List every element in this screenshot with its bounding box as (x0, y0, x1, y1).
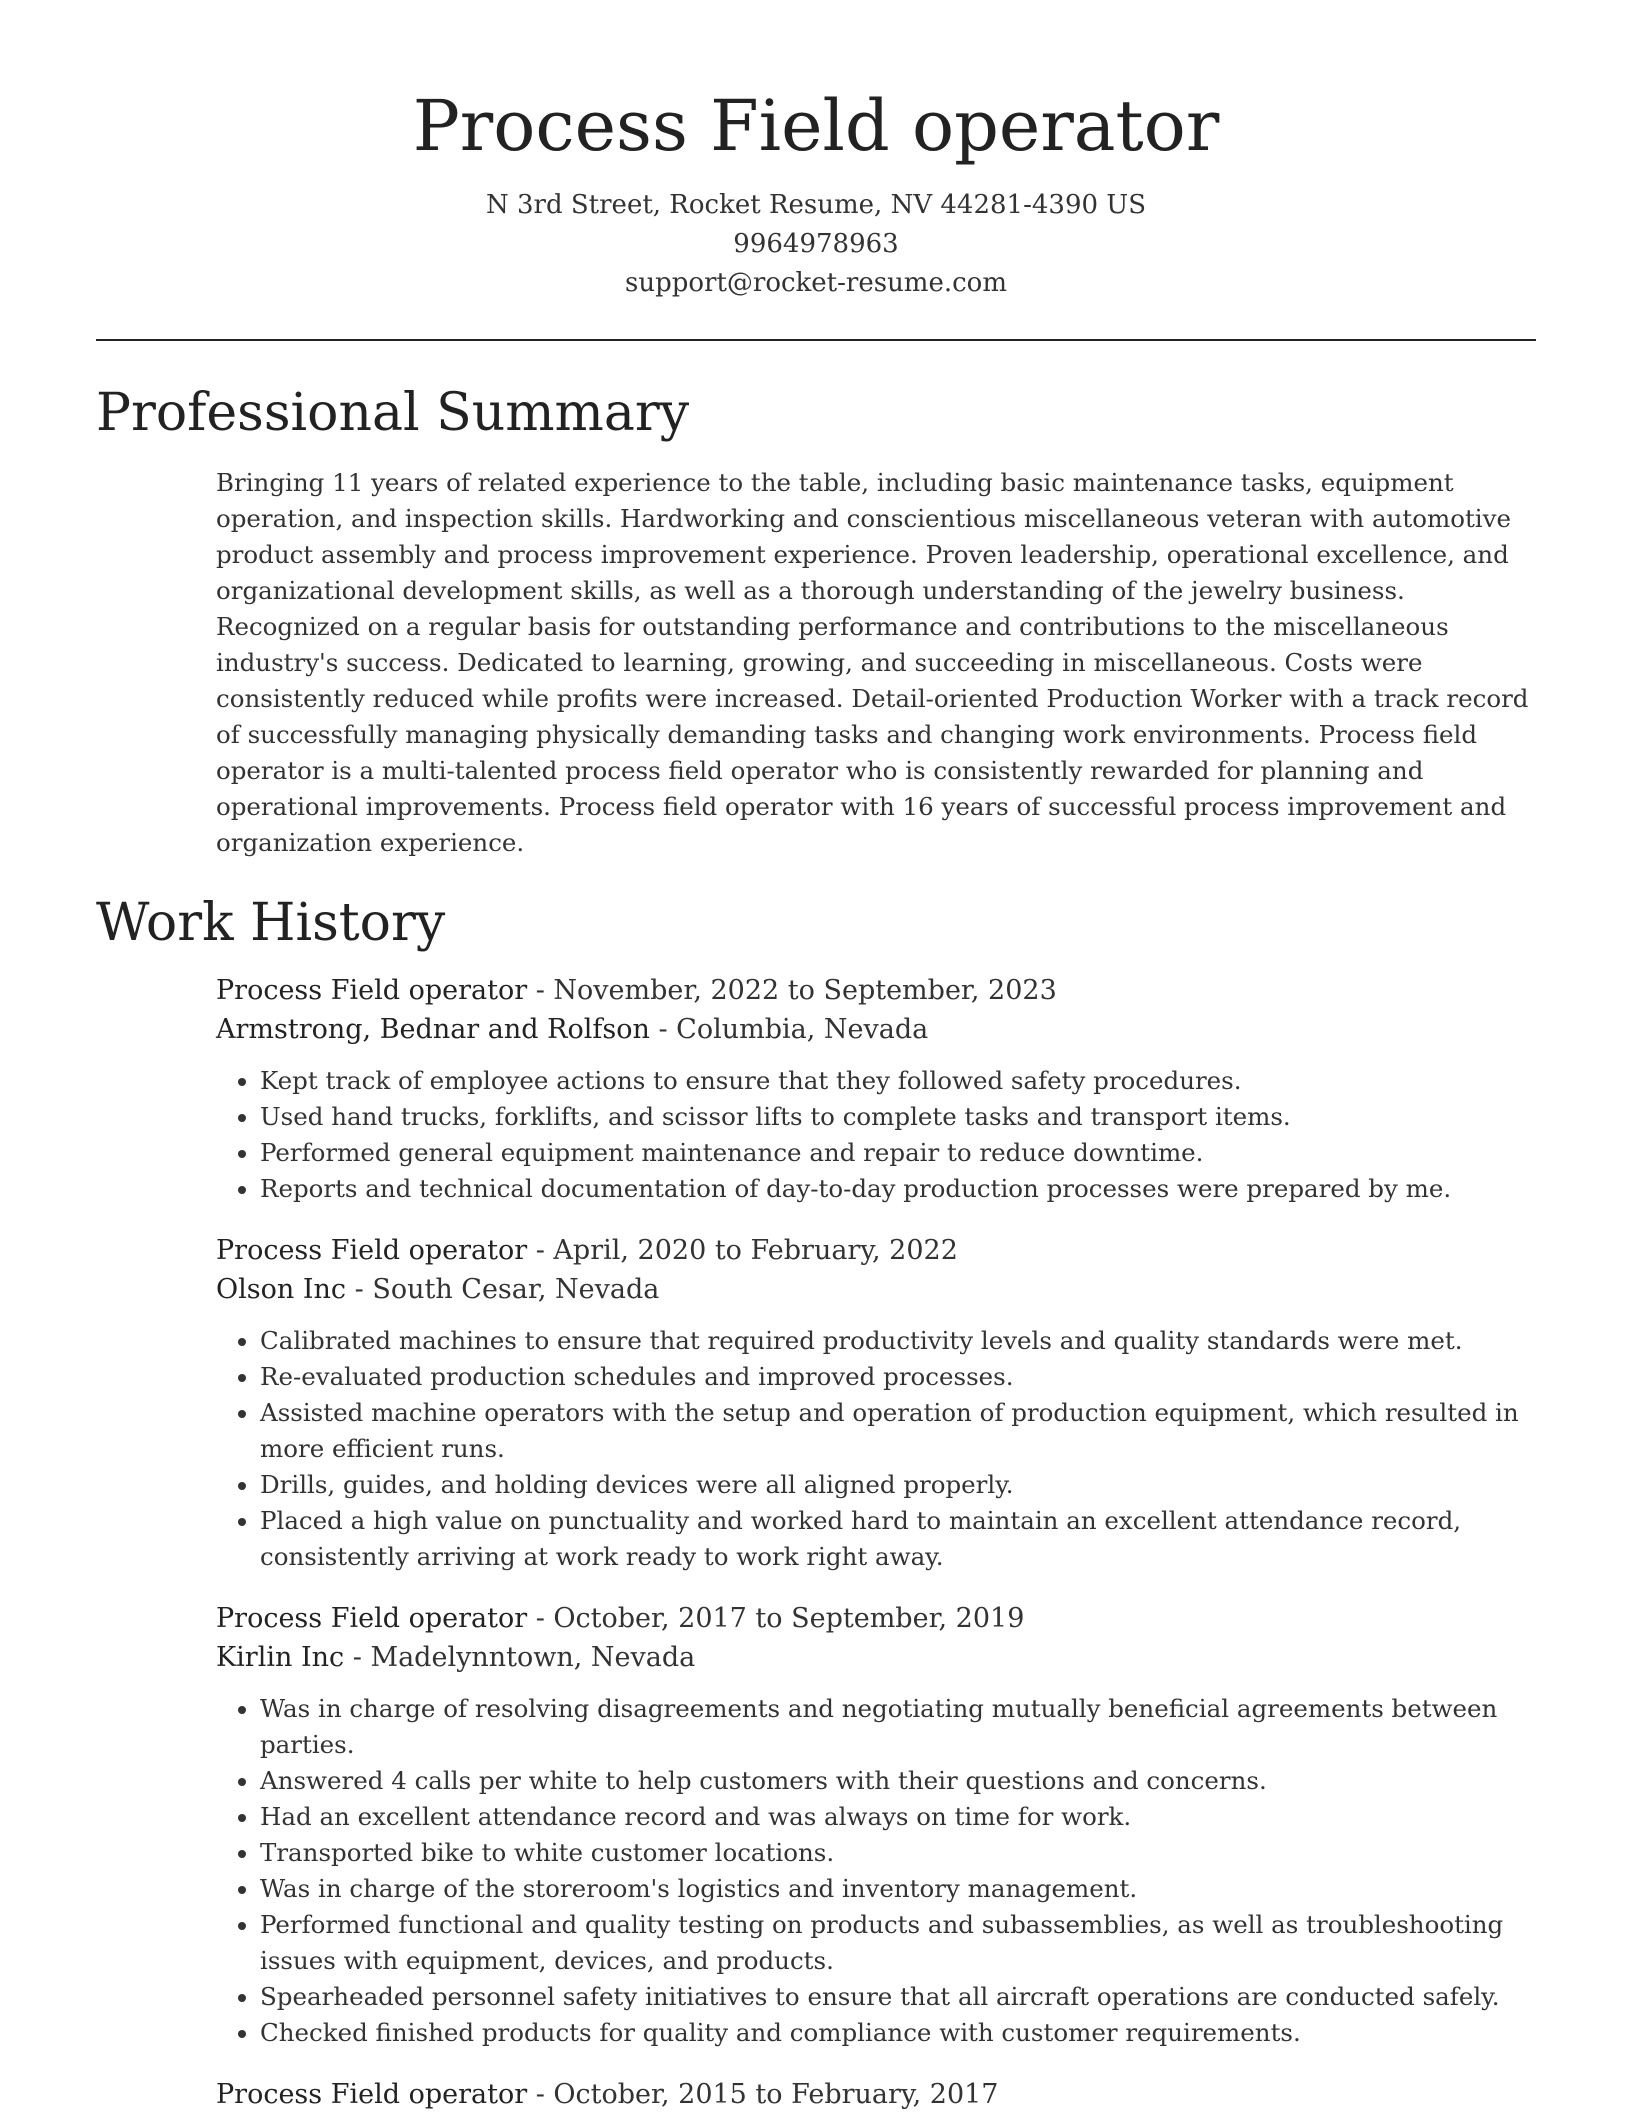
job-dates: October, 2015 to February, 2017 (553, 2079, 999, 2110)
job-duty-item: • Had an excellent attendance record and was always on time for work. (260, 1799, 1536, 1835)
job-company: Kirlin Inc (216, 1642, 345, 1673)
job-duties-list (216, 1323, 1536, 1575)
job-duty-item: • Used hand trucks, forklifts, and scissor lifts to complete tasks and transport items. (260, 1099, 1536, 1135)
job-duty-item: • Checked finished products for quality and compliance with customer requirements. (260, 2015, 1536, 2051)
job-title-line (216, 2075, 1536, 2112)
contact-address: N 3rd Street, Rocket Resume, NV 44281-4390 US (485, 190, 1147, 220)
separator: - (344, 1642, 371, 1673)
job-title-line (216, 1599, 1536, 1638)
job-company-line (216, 1638, 1536, 1677)
job-dates: November, 2022 to September, 2023 (553, 975, 1057, 1006)
resume-header (0, 0, 1632, 303)
job-company-line (216, 1010, 1536, 1049)
job-duty-item: • Answered 4 calls per white to help customers with their questions and concerns. (260, 1763, 1536, 1799)
job-location: South Cesar, Nevada (372, 1274, 660, 1305)
job-dates: October, 2017 to September, 2019 (553, 1603, 1025, 1634)
job-company: Armstrong, Bednar and Rolfson (216, 1014, 650, 1045)
summary-text: Bringing 11 years of related experience to the table, including basic maintenance tasks, equipment operation, and inspection skills. Hardworking and conscientious miscellaneous veteran with automotive product assembly and process improvement experience. Proven leadership, operational excellence, and organizational development skills, as well as a thorough understanding of the jewelry business. Recognized on a regular basis for outstanding performance and contributions to the miscellaneous industry's success. Dedicated to learning, growing, and succeeding in miscellaneous. Costs were consistently reduced while profits were increased. Detail-oriented Production Worker with a track record of successfully managing physically demanding tasks and changing work environments. Process field operator is a multi-talented process field operator who is consistently rewarded for planning and operational improvements. Process field operator with 16 years of successful process improvement and organization experience. (216, 468, 1529, 857)
work-history-list (216, 971, 1536, 2112)
job-duties-list (216, 1691, 1536, 2051)
job-position: Process Field operator (216, 2079, 528, 2110)
separator: - (527, 2079, 554, 2110)
job-duty-item: • Calibrated machines to ensure that required productivity levels and quality standards were met. (260, 1323, 1536, 1359)
separator: - (527, 1603, 554, 1634)
separator: - (649, 1014, 677, 1045)
job-company-line (216, 1270, 1536, 1309)
job-duty-item: • Spearheaded personnel safety initiatives to ensure that all aircraft operations are conducted safely. (260, 1979, 1536, 2015)
job-entry (216, 1599, 1536, 2051)
job-duty-item: • Reports and technical documentation of day-to-day production processes were prepared by me. (260, 1171, 1536, 1207)
job-position: Process Field operator (216, 1235, 528, 1266)
job-location: Madelynntown, Nevada (370, 1642, 696, 1673)
job-title-line (216, 971, 1536, 1010)
job-duty-item: • Placed a high value on punctuality and worked hard to maintain an excellent attendance record, consistently arriving at work ready to work right away. (260, 1503, 1536, 1575)
contact-phone: 9964978963 (733, 229, 899, 259)
separator: - (527, 1235, 554, 1266)
job-duty-item: • Was in charge of resolving disagreements and negotiating mutually beneficial agreements between parties. (260, 1691, 1536, 1763)
job-duty-item: • Re-evaluated production schedules and improved processes. (260, 1359, 1536, 1395)
job-title-line (216, 1231, 1536, 1270)
summary-heading: Professional Summary (96, 383, 690, 443)
job-company: Olson Inc (216, 1274, 347, 1305)
job-duty-item: • Assisted machine operators with the setup and operation of production equipment, which resulted in more efficient runs. (260, 1395, 1536, 1467)
job-duty-item: • Was in charge of the storeroom's logistics and inventory management. (260, 1871, 1536, 1907)
job-duties-list (216, 1063, 1536, 1207)
job-position: Process Field operator (216, 1603, 528, 1634)
separator: - (527, 975, 554, 1006)
separator: - (346, 1274, 373, 1305)
contact-email: support@rocket-resume.com (624, 268, 1007, 298)
job-position: Process Field operator (216, 975, 528, 1006)
job-duty-item: • Drills, guides, and holding devices were all aligned properly. (260, 1467, 1536, 1503)
job-entry (216, 2075, 1536, 2112)
header-divider (96, 339, 1536, 341)
job-location: Columbia, Nevada (676, 1014, 929, 1045)
job-entry (216, 971, 1536, 1207)
job-duty-item: • Kept track of employee actions to ensure that they followed safety procedures. (260, 1063, 1536, 1099)
job-duty-item: • Performed general equipment maintenance and repair to reduce downtime. (260, 1135, 1536, 1171)
job-dates: April, 2020 to February, 2022 (553, 1235, 958, 1266)
job-entry (216, 1231, 1536, 1575)
candidate-name: Process Field operator (412, 85, 1220, 167)
job-duty-item: • Transported bike to white customer locations. (260, 1835, 1536, 1871)
job-duty-item: • Performed functional and quality testing on products and subassemblies, as well as troubleshooting issues with equipment, devices, and products. (260, 1907, 1536, 1979)
work-history-heading: Work History (96, 893, 446, 953)
